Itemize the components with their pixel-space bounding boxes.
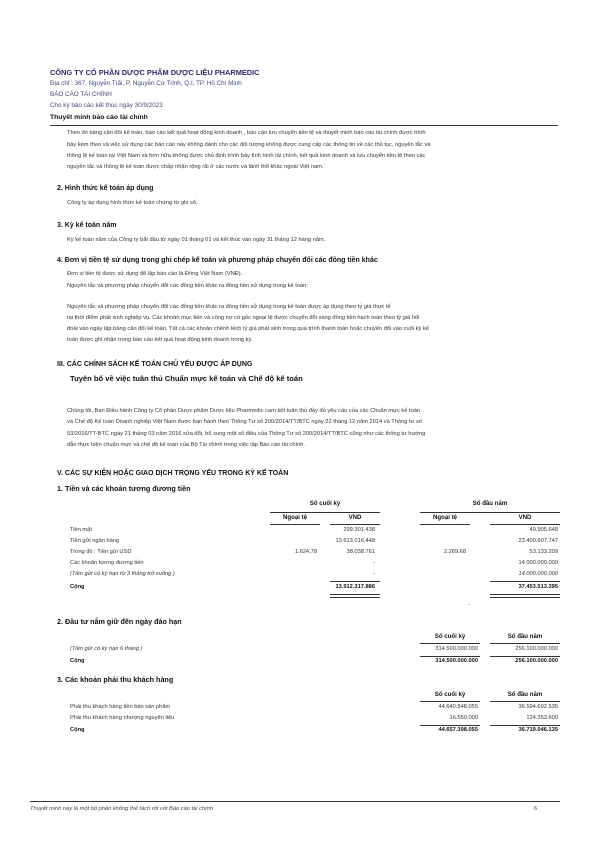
t3-col-end: Số cuối kỳ <box>434 691 466 698</box>
t3-total-end: 44.657.398.055 <box>438 727 478 733</box>
t1-group-end-rule <box>270 512 380 513</box>
t1-total-rule-1 <box>330 581 380 582</box>
t1-col-rule-3 <box>420 524 470 525</box>
section-iii-para-4: dẫn thực hiện chuẩn mực và chế độ kế toán của Bộ Tài chính trong việc lập Báo cáo tài chính . <box>67 442 307 448</box>
t3-col-rule-1 <box>420 701 480 702</box>
t2-col-end: Số cuối kỳ <box>434 633 466 640</box>
footer-note: Thuyết minh này là một bộ phận không thể tách rời với Báo cáo tài chính <box>30 806 213 812</box>
intro-line-2: bày kèm theo và việc sử dụng các báo cáo này không dành cho các đối tượng không được cung cấp các thông tin về các thủ tục, nguyên tắc và <box>67 142 431 148</box>
header-rule <box>50 125 558 126</box>
t2-total-end: 314.500.000.000 <box>435 658 478 664</box>
notes-title: Thuyết minh báo cáo tài chính <box>50 114 148 121</box>
t2-col-rule-1 <box>420 643 480 644</box>
t3-total-rule-2 <box>490 725 560 726</box>
t3-total-rule-1 <box>420 725 480 726</box>
t1-row-label: Tiền mặt <box>70 527 92 533</box>
t1-row-label: (Tiền gửi có kỳ hạn từ 3 tháng trở xuống ) <box>70 571 175 577</box>
t1-row-vnd-end: 13.613.016.448 <box>335 538 375 544</box>
section-iii-para-1: Chúng tôi, Ban Điều hành Công ty Cổ phần Dược phẩm Dược liệu Pharmedic cam kết tuân thủ đầy đủ yêu cầu của các Chuẩn mực kế toán <box>67 408 421 414</box>
section-4-para-4: toán được ghi nhận trong báo cáo kết quả hoạt động kinh doanh trong kỳ. <box>67 337 253 343</box>
t2-col-begin: Số đầu năm <box>507 633 543 640</box>
t2-total-label: Cộng <box>70 658 85 664</box>
section-4-para-1: Nguyên tắc và phương pháp chuyển đổi các đồng tiền khác ra đồng tiền sử dụng trong kế toán được áp dụng theo tỷ giá thực tế <box>67 304 391 310</box>
section-4-para-2: tại thời điểm phát sinh nghiệp vụ. Các khoản mục tiền và công nợ có gốc ngoại tệ được chuyển đổi sang đồng tiền hạch toán theo tỷ giá hối <box>67 315 420 321</box>
t1-total-end: 13.912.317.886 <box>335 584 375 590</box>
t3-row-label: Phải thu khách hàng tiền bán sản phẩm <box>70 704 171 710</box>
report-period: Cho kỳ báo cáo kết thúc ngày 30/9/2023 <box>50 102 163 109</box>
section-iii-title: III. CÁC CHÍNH SÁCH KẾ TOÁN CHỦ YẾU ĐƯỢC ÁP DỤNG <box>57 361 253 368</box>
t3-total-label: Cộng <box>70 727 85 733</box>
t1-row-fx-end: 1.624,78 <box>294 549 317 555</box>
t3-row-end: 44.640.848.055 <box>438 704 478 710</box>
t1-total-rule-2 <box>490 581 560 582</box>
section-3-text: Kỳ kế toán năm của Công ty bắt đầu từ ngày 01 tháng 01 và kết thúc vào ngày 31 tháng 12 hàng năm. <box>67 237 326 243</box>
footer-rule <box>30 801 560 802</box>
table-2-title: 2. Đầu tư nắm giữ đến ngày đáo hạn <box>57 617 182 626</box>
t3-row-end: 16.550.000 <box>449 715 478 721</box>
section-v-title: V. CÁC SỰ KIỆN HOẶC GIAO DỊCH TRỌNG YẾU TRONG KỲ KẾ TOÁN <box>57 470 289 477</box>
t2-total-rule-2 <box>490 656 560 657</box>
t3-row-begin: 36.594.692.535 <box>518 704 558 710</box>
t1-row-vnd-begin: 14.000.000.000 <box>518 571 558 577</box>
section-4-title: 4. Đơn vị tiền tệ sử dụng trong ghi chép kế toán và phương pháp chuyển đổi các đồng tiền khác <box>57 257 378 264</box>
t2-col-rule-2 <box>490 643 560 644</box>
t1-group-begin-rule <box>420 512 560 513</box>
t2-row-begin: 256.100.000.000 <box>515 646 558 652</box>
t2-total-begin: 256.100.000.000 <box>515 658 558 664</box>
intro-line-4: nguyên tắc và thông lệ kế toán được chấp nhận rộng rãi ở các nước và lãnh thổ khác ngoài Việt nam. <box>67 164 324 170</box>
t2-total-rule-1 <box>420 656 480 657</box>
t1-col-fx-begin: Ngoại tệ <box>432 514 458 521</box>
t2-row-label: (Tiền gửi có kỳ hạn 6 tháng ) <box>70 646 143 652</box>
intro-line-3: thông lệ kế toán tại Việt Nam và hơn nữa không được chủ định trình bày tình hình tài chính, kết quả kinh doanh và lưu chuyển tiền tệ theo các <box>67 153 426 159</box>
section-4-line-2: Nguyên tắc và phương pháp chuyển đổi các đồng tiền khác ra đồng tiền sử dụng trong kế toán: <box>67 283 308 289</box>
t1-row-vnd-end: 38.038.761 <box>346 549 375 555</box>
t1-col-vnd-begin: VND <box>518 514 532 521</box>
t1-row-vnd-begin: 23.400.607.747 <box>518 538 558 544</box>
t1-double-rule-2 <box>490 594 560 598</box>
page-number: 6 <box>534 806 538 812</box>
company-name: CÔNG TY CỔ PHẦN DƯỢC PHẨM DƯỢC LIỆU PHARMEDIC <box>50 68 260 77</box>
t1-double-rule-1 <box>330 594 380 598</box>
t1-row-fx-begin: 2.269,68 <box>443 549 466 555</box>
t1-row-label: Trong đó : Tiền gửi USD <box>70 549 132 555</box>
section-4-line-1: Đơn vị tiền tệ được sử dụng để lập báo cáo là Đồng Việt Nam (VNĐ). <box>67 271 243 277</box>
t1-col-rule-4 <box>490 524 560 525</box>
t1-row-vnd-begin: 14.000.000.000 <box>518 560 558 566</box>
t1-total-begin: 37.453.513.395 <box>518 584 558 590</box>
table-3-title: 3. Các khoản phải thu khách hàng <box>57 675 174 684</box>
table-1-title: 1. Tiền và các khoản tương đương tiền <box>57 484 191 493</box>
t3-row-label: Phải thu khách hàng nhượng nguyên liệu <box>70 715 175 721</box>
intro-line-1: Theo đó bảng cân đối kế toán, báo cáo kết quả hoạt động kinh doanh , báo cáo lưu chuyển tiền tệ và thuyết minh báo cáo tài chính được trình <box>67 130 426 136</box>
section-iii-subtitle: Tuyên bố về việc tuân thủ Chuẩn mực kế toán và Chế độ kế toán <box>70 374 303 383</box>
t3-col-begin: Số đầu năm <box>507 691 543 698</box>
t3-row-begin: 124.353.600 <box>526 715 558 721</box>
t1-col-vnd-end: VND <box>348 514 362 521</box>
t1-row-vnd-end: 299.301.438 <box>343 527 375 533</box>
t1-total-label: Cộng <box>70 584 85 590</box>
t1-row-vnd-end: - <box>373 571 375 577</box>
t3-col-rule-2 <box>490 701 560 702</box>
t1-col-fx-end: Ngoại tệ <box>282 514 308 521</box>
company-address: Địa chỉ : 367, Nguyễn Trãi, P. Nguyễn Cư Trinh, Q.I, TP. Hồ Chí Minh <box>50 80 242 87</box>
t1-row-vnd-begin: 53.133.209 <box>529 549 558 555</box>
t1-group-begin: Số đầu năm <box>472 500 508 507</box>
t1-stray-mark: - <box>468 602 470 608</box>
section-2-text: Công ty áp dụng hình thức kế toán chứng từ ghi sổ. <box>67 200 198 206</box>
section-iii-para-3: 53/2016/TT-BTC ngày 21 tháng 03 năm 2016 sửa đổi, bổ sung một số điều của Thông Tư số 200/2014/TT/BTC cũng như các thông tư hướng <box>67 431 426 437</box>
t1-row-label: Các khoản tương đương tiền <box>70 560 144 566</box>
section-4-para-3: đoái vào ngày lập bảng cân đối kế toán. Tất cả các khoản chênh lệch tỷ giá phát sinh trong quá trình thanh toán hoặc chuyển đổi vào cuối kỳ kế <box>67 326 429 332</box>
t2-row-end: 314.500.000.000 <box>435 646 478 652</box>
t1-row-label: Tiền gửi ngân hàng <box>70 538 120 544</box>
t1-row-vnd-end: - <box>373 560 375 566</box>
t1-row-vnd-begin: 49.905.648 <box>529 527 558 533</box>
t1-group-end: Số cuối kỳ <box>309 500 341 507</box>
t1-col-rule-1 <box>270 524 320 525</box>
section-iii-para-2: và Chế độ Kế toán Doanh nghiệp Việt Nam được ban hành theo Thông Tư số 200/2014/TT/BTC ngày 22 tháng 12 năm 2014 và Thông tư số <box>67 419 422 425</box>
section-3-title: 3. Kỳ kế toán năm <box>57 222 117 229</box>
section-2-title: 2. Hình thức kế toán áp dụng <box>57 185 154 192</box>
t3-total-begin: 36.719.046.135 <box>518 727 558 733</box>
t1-col-rule-2 <box>330 524 380 525</box>
report-title: BÁO CÁO TÀI CHÍNH <box>50 91 112 98</box>
